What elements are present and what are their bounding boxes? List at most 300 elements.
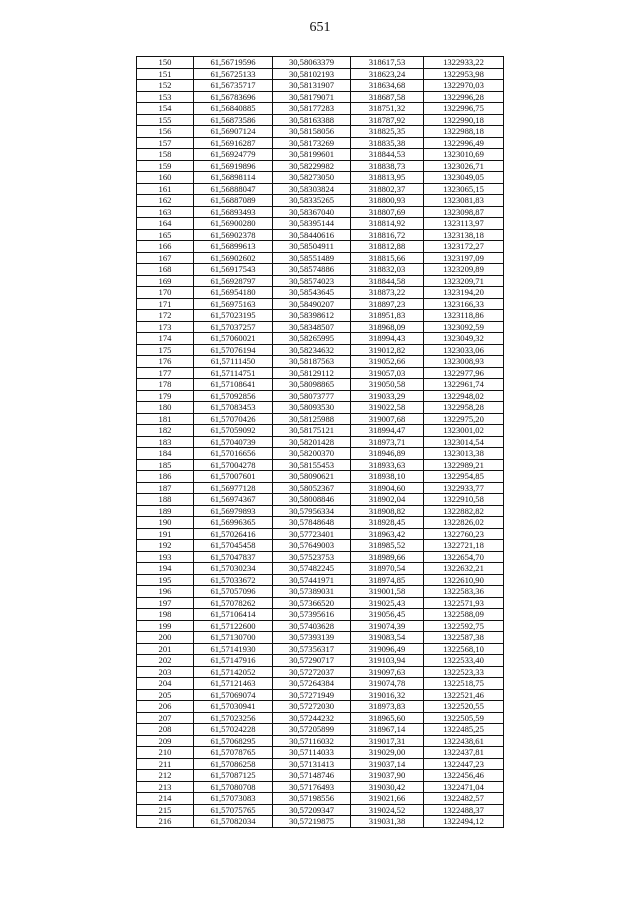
latitude-cell: 61,56725133 — [194, 68, 273, 80]
latitude-cell: 61,56783696 — [194, 91, 273, 103]
point-number-cell: 196 — [137, 586, 194, 598]
point-number-cell: 163 — [137, 206, 194, 218]
latitude-cell: 61,57068295 — [194, 735, 273, 747]
table-row — [137, 310, 504, 322]
latitude-cell: 61,56899613 — [194, 241, 273, 253]
longitude-cell: 30,57649003 — [273, 540, 351, 552]
latitude-cell: 61,57070426 — [194, 413, 273, 425]
y-coordinate-cell: 1322989,21 — [424, 459, 504, 471]
table-row — [137, 471, 504, 483]
point-number-cell: 164 — [137, 218, 194, 230]
y-coordinate-cell: 1323113,97 — [424, 218, 504, 230]
longitude-cell: 30,58173269 — [273, 137, 351, 149]
y-coordinate-cell: 1322760,23 — [424, 528, 504, 540]
longitude-cell: 30,57356317 — [273, 643, 351, 655]
point-number-cell: 160 — [137, 172, 194, 184]
y-coordinate-cell: 1322882,82 — [424, 505, 504, 517]
y-coordinate-cell: 1322438,61 — [424, 735, 504, 747]
table-row — [137, 425, 504, 437]
point-number-cell: 197 — [137, 597, 194, 609]
table-row — [137, 574, 504, 586]
latitude-cell: 61,57026416 — [194, 528, 273, 540]
longitude-cell: 30,57848648 — [273, 517, 351, 529]
point-number-cell: 152 — [137, 80, 194, 92]
y-coordinate-cell: 1323194,20 — [424, 287, 504, 299]
y-coordinate-cell: 1323049,05 — [424, 172, 504, 184]
table-row — [137, 758, 504, 770]
longitude-cell: 30,58543645 — [273, 287, 351, 299]
latitude-cell: 61,57142052 — [194, 666, 273, 678]
y-coordinate-cell: 1323014,54 — [424, 436, 504, 448]
table-row — [137, 275, 504, 287]
point-number-cell: 203 — [137, 666, 194, 678]
table-row — [137, 68, 504, 80]
x-coordinate-cell: 318902,04 — [351, 494, 424, 506]
latitude-cell: 61,57030234 — [194, 563, 273, 575]
latitude-cell: 61,57040739 — [194, 436, 273, 448]
latitude-cell: 61,56917543 — [194, 264, 273, 276]
y-coordinate-cell: 1322471,04 — [424, 781, 504, 793]
y-coordinate-cell: 1323008,93 — [424, 356, 504, 368]
latitude-cell: 61,57004278 — [194, 459, 273, 471]
point-number-cell: 155 — [137, 114, 194, 126]
point-number-cell: 189 — [137, 505, 194, 517]
y-coordinate-cell: 1322970,03 — [424, 80, 504, 92]
table-row — [137, 287, 504, 299]
point-number-cell: 194 — [137, 563, 194, 575]
x-coordinate-cell: 319024,52 — [351, 804, 424, 816]
y-coordinate-cell: 1322933,77 — [424, 482, 504, 494]
longitude-cell: 30,58158056 — [273, 126, 351, 138]
x-coordinate-cell: 319074,39 — [351, 620, 424, 632]
x-coordinate-cell: 319037,90 — [351, 770, 424, 782]
latitude-cell: 61,57060021 — [194, 333, 273, 345]
y-coordinate-cell: 1322568,10 — [424, 643, 504, 655]
x-coordinate-cell: 318844,58 — [351, 275, 424, 287]
table-row — [137, 620, 504, 632]
point-number-cell: 168 — [137, 264, 194, 276]
longitude-cell: 30,58398612 — [273, 310, 351, 322]
point-number-cell: 159 — [137, 160, 194, 172]
table-row — [137, 333, 504, 345]
longitude-cell: 30,58098865 — [273, 379, 351, 391]
longitude-cell: 30,58335265 — [273, 195, 351, 207]
table-row — [137, 701, 504, 713]
latitude-cell: 61,56873586 — [194, 114, 273, 126]
y-coordinate-cell: 1322488,37 — [424, 804, 504, 816]
table-row — [137, 804, 504, 816]
longitude-cell: 30,57395616 — [273, 609, 351, 621]
latitude-cell: 61,56907124 — [194, 126, 273, 138]
latitude-cell: 61,57037257 — [194, 321, 273, 333]
y-coordinate-cell: 1322826,02 — [424, 517, 504, 529]
point-number-cell: 199 — [137, 620, 194, 632]
x-coordinate-cell: 318951,83 — [351, 310, 424, 322]
y-coordinate-cell: 1323098,87 — [424, 206, 504, 218]
point-number-cell: 204 — [137, 678, 194, 690]
table-row — [137, 551, 504, 563]
y-coordinate-cell: 1322610,90 — [424, 574, 504, 586]
y-coordinate-cell: 1323065,15 — [424, 183, 504, 195]
point-number-cell: 183 — [137, 436, 194, 448]
x-coordinate-cell: 319012,82 — [351, 344, 424, 356]
y-coordinate-cell: 1322521,46 — [424, 689, 504, 701]
point-number-cell: 165 — [137, 229, 194, 241]
x-coordinate-cell: 319056,45 — [351, 609, 424, 621]
point-number-cell: 213 — [137, 781, 194, 793]
x-coordinate-cell: 319025,43 — [351, 597, 424, 609]
x-coordinate-cell: 318967,14 — [351, 724, 424, 736]
x-coordinate-cell: 319030,42 — [351, 781, 424, 793]
x-coordinate-cell: 318815,66 — [351, 252, 424, 264]
point-number-cell: 171 — [137, 298, 194, 310]
y-coordinate-cell: 1322583,36 — [424, 586, 504, 598]
latitude-cell: 61,57130700 — [194, 632, 273, 644]
x-coordinate-cell: 318994,43 — [351, 333, 424, 345]
x-coordinate-cell: 319016,32 — [351, 689, 424, 701]
y-coordinate-cell: 1322958,28 — [424, 402, 504, 414]
longitude-cell: 30,57148746 — [273, 770, 351, 782]
longitude-cell: 30,58063379 — [273, 57, 351, 69]
latitude-cell: 61,56924779 — [194, 149, 273, 161]
x-coordinate-cell: 318968,09 — [351, 321, 424, 333]
x-coordinate-cell: 318897,23 — [351, 298, 424, 310]
longitude-cell: 30,57723401 — [273, 528, 351, 540]
latitude-cell: 61,56900280 — [194, 218, 273, 230]
table-row — [137, 689, 504, 701]
point-number-cell: 161 — [137, 183, 194, 195]
x-coordinate-cell: 319001,58 — [351, 586, 424, 598]
x-coordinate-cell: 319097,63 — [351, 666, 424, 678]
table-row — [137, 172, 504, 184]
x-coordinate-cell: 318832,03 — [351, 264, 424, 276]
table-row — [137, 344, 504, 356]
longitude-cell: 30,57956334 — [273, 505, 351, 517]
longitude-cell: 30,58093530 — [273, 402, 351, 414]
table-row — [137, 103, 504, 115]
latitude-cell: 61,57076194 — [194, 344, 273, 356]
latitude-cell: 61,57007601 — [194, 471, 273, 483]
x-coordinate-cell: 318963,42 — [351, 528, 424, 540]
x-coordinate-cell: 319017,31 — [351, 735, 424, 747]
x-coordinate-cell: 319103,94 — [351, 655, 424, 667]
table-row — [137, 149, 504, 161]
latitude-cell: 61,57141930 — [194, 643, 273, 655]
latitude-cell: 61,57114751 — [194, 367, 273, 379]
x-coordinate-cell: 318825,35 — [351, 126, 424, 138]
y-coordinate-cell: 1322482,57 — [424, 793, 504, 805]
x-coordinate-cell: 319050,58 — [351, 379, 424, 391]
point-number-cell: 214 — [137, 793, 194, 805]
latitude-cell: 61,57069074 — [194, 689, 273, 701]
longitude-cell: 30,57244232 — [273, 712, 351, 724]
table-row — [137, 724, 504, 736]
y-coordinate-cell: 1322571,93 — [424, 597, 504, 609]
y-coordinate-cell: 1322518,75 — [424, 678, 504, 690]
table-row — [137, 517, 504, 529]
latitude-cell: 61,57047837 — [194, 551, 273, 563]
point-number-cell: 212 — [137, 770, 194, 782]
table-row — [137, 356, 504, 368]
latitude-cell: 61,56893493 — [194, 206, 273, 218]
latitude-cell: 61,56888047 — [194, 183, 273, 195]
table-row — [137, 781, 504, 793]
point-number-cell: 208 — [137, 724, 194, 736]
x-coordinate-cell: 318928,45 — [351, 517, 424, 529]
point-number-cell: 195 — [137, 574, 194, 586]
point-number-cell: 184 — [137, 448, 194, 460]
latitude-cell: 61,56902378 — [194, 229, 273, 241]
point-number-cell: 158 — [137, 149, 194, 161]
longitude-cell: 30,58367040 — [273, 206, 351, 218]
table-row — [137, 321, 504, 333]
y-coordinate-cell: 1323197,09 — [424, 252, 504, 264]
table-row — [137, 540, 504, 552]
y-coordinate-cell: 1323138,18 — [424, 229, 504, 241]
latitude-cell: 61,57080708 — [194, 781, 273, 793]
x-coordinate-cell: 318973,71 — [351, 436, 424, 448]
x-coordinate-cell: 319007,68 — [351, 413, 424, 425]
table-row — [137, 678, 504, 690]
point-number-cell: 175 — [137, 344, 194, 356]
x-coordinate-cell: 318835,38 — [351, 137, 424, 149]
point-number-cell: 198 — [137, 609, 194, 621]
longitude-cell: 30,57209347 — [273, 804, 351, 816]
y-coordinate-cell: 1322954,85 — [424, 471, 504, 483]
table-row — [137, 80, 504, 92]
y-coordinate-cell: 1322592,75 — [424, 620, 504, 632]
x-coordinate-cell: 318974,85 — [351, 574, 424, 586]
latitude-cell: 61,56902602 — [194, 252, 273, 264]
latitude-cell: 61,57023256 — [194, 712, 273, 724]
table-row — [137, 632, 504, 644]
y-coordinate-cell: 1323209,71 — [424, 275, 504, 287]
longitude-cell: 30,57389031 — [273, 586, 351, 598]
table-row — [137, 229, 504, 241]
latitude-cell: 61,57078765 — [194, 747, 273, 759]
x-coordinate-cell: 318623,24 — [351, 68, 424, 80]
y-coordinate-cell: 1322953,98 — [424, 68, 504, 80]
table-row — [137, 712, 504, 724]
latitude-cell: 61,56928797 — [194, 275, 273, 287]
table-row — [137, 126, 504, 138]
longitude-cell: 30,58440616 — [273, 229, 351, 241]
x-coordinate-cell: 319096,49 — [351, 643, 424, 655]
y-coordinate-cell: 1322961,74 — [424, 379, 504, 391]
point-number-cell: 180 — [137, 402, 194, 414]
y-coordinate-cell: 1322948,02 — [424, 390, 504, 402]
y-coordinate-cell: 1322456,46 — [424, 770, 504, 782]
longitude-cell: 30,58129112 — [273, 367, 351, 379]
latitude-cell: 61,57082034 — [194, 816, 273, 828]
table-row — [137, 402, 504, 414]
table-row — [137, 586, 504, 598]
y-coordinate-cell: 1322533,40 — [424, 655, 504, 667]
point-number-cell: 153 — [137, 91, 194, 103]
longitude-cell: 30,58163388 — [273, 114, 351, 126]
x-coordinate-cell: 318933,63 — [351, 459, 424, 471]
y-coordinate-cell: 1323026,71 — [424, 160, 504, 172]
point-number-cell: 181 — [137, 413, 194, 425]
x-coordinate-cell: 319033,29 — [351, 390, 424, 402]
point-number-cell: 186 — [137, 471, 194, 483]
x-coordinate-cell: 319052,66 — [351, 356, 424, 368]
y-coordinate-cell: 1323001,02 — [424, 425, 504, 437]
y-coordinate-cell: 1322485,25 — [424, 724, 504, 736]
point-number-cell: 200 — [137, 632, 194, 644]
y-coordinate-cell: 1322654,70 — [424, 551, 504, 563]
longitude-cell: 30,57290717 — [273, 655, 351, 667]
point-number-cell: 185 — [137, 459, 194, 471]
latitude-cell: 61,57108641 — [194, 379, 273, 391]
table-row — [137, 609, 504, 621]
y-coordinate-cell: 1323172,27 — [424, 241, 504, 253]
point-number-cell: 178 — [137, 379, 194, 391]
latitude-cell: 61,57111450 — [194, 356, 273, 368]
table-row — [137, 735, 504, 747]
y-coordinate-cell: 1323118,86 — [424, 310, 504, 322]
longitude-cell: 30,57272030 — [273, 701, 351, 713]
longitude-cell: 30,57116032 — [273, 735, 351, 747]
point-number-cell: 188 — [137, 494, 194, 506]
y-coordinate-cell: 1322494,12 — [424, 816, 504, 828]
table-row — [137, 563, 504, 575]
latitude-cell: 61,57016656 — [194, 448, 273, 460]
longitude-cell: 30,58574886 — [273, 264, 351, 276]
x-coordinate-cell: 319037,14 — [351, 758, 424, 770]
point-number-cell: 206 — [137, 701, 194, 713]
table-row — [137, 770, 504, 782]
point-number-cell: 179 — [137, 390, 194, 402]
table-row — [137, 448, 504, 460]
point-number-cell: 172 — [137, 310, 194, 322]
y-coordinate-cell: 1323092,59 — [424, 321, 504, 333]
latitude-cell: 61,56898114 — [194, 172, 273, 184]
table-row — [137, 643, 504, 655]
table-row — [137, 114, 504, 126]
y-coordinate-cell: 1323081,83 — [424, 195, 504, 207]
latitude-cell: 61,57106414 — [194, 609, 273, 621]
x-coordinate-cell: 318813,95 — [351, 172, 424, 184]
y-coordinate-cell: 1322587,38 — [424, 632, 504, 644]
y-coordinate-cell: 1322910,58 — [424, 494, 504, 506]
latitude-cell: 61,57083453 — [194, 402, 273, 414]
longitude-cell: 30,58265995 — [273, 333, 351, 345]
latitude-cell: 61,56974367 — [194, 494, 273, 506]
longitude-cell: 30,58008846 — [273, 494, 351, 506]
x-coordinate-cell: 318814,92 — [351, 218, 424, 230]
longitude-cell: 30,58052367 — [273, 482, 351, 494]
latitude-cell: 61,56954180 — [194, 287, 273, 299]
point-number-cell: 151 — [137, 68, 194, 80]
latitude-cell: 61,57057096 — [194, 586, 273, 598]
longitude-cell: 30,57272037 — [273, 666, 351, 678]
y-coordinate-cell: 1322977,96 — [424, 367, 504, 379]
longitude-cell: 30,57198556 — [273, 793, 351, 805]
longitude-cell: 30,57271949 — [273, 689, 351, 701]
table-row — [137, 747, 504, 759]
table-row — [137, 482, 504, 494]
y-coordinate-cell: 1322447,23 — [424, 758, 504, 770]
longitude-cell: 30,57393139 — [273, 632, 351, 644]
point-number-cell: 211 — [137, 758, 194, 770]
longitude-cell: 30,57219875 — [273, 816, 351, 828]
coordinates-table-body — [137, 57, 504, 828]
x-coordinate-cell: 319083,54 — [351, 632, 424, 644]
x-coordinate-cell: 318973,83 — [351, 701, 424, 713]
table-row — [137, 195, 504, 207]
longitude-cell: 30,57482245 — [273, 563, 351, 575]
x-coordinate-cell: 318838,73 — [351, 160, 424, 172]
longitude-cell: 30,58504911 — [273, 241, 351, 253]
table-row — [137, 183, 504, 195]
longitude-cell: 30,58175121 — [273, 425, 351, 437]
x-coordinate-cell: 318787,92 — [351, 114, 424, 126]
table-row — [137, 505, 504, 517]
coordinates-table — [136, 56, 504, 828]
point-number-cell: 187 — [137, 482, 194, 494]
point-number-cell: 170 — [137, 287, 194, 299]
table-row — [137, 57, 504, 69]
longitude-cell: 30,58303824 — [273, 183, 351, 195]
point-number-cell: 167 — [137, 252, 194, 264]
x-coordinate-cell: 318751,32 — [351, 103, 424, 115]
point-number-cell: 192 — [137, 540, 194, 552]
latitude-cell: 61,57122600 — [194, 620, 273, 632]
point-number-cell: 157 — [137, 137, 194, 149]
y-coordinate-cell: 1323166,33 — [424, 298, 504, 310]
point-number-cell: 174 — [137, 333, 194, 345]
latitude-cell: 61,57024228 — [194, 724, 273, 736]
point-number-cell: 216 — [137, 816, 194, 828]
table-row — [137, 816, 504, 828]
longitude-cell: 30,58090621 — [273, 471, 351, 483]
y-coordinate-cell: 1322990,18 — [424, 114, 504, 126]
longitude-cell: 30,57176493 — [273, 781, 351, 793]
longitude-cell: 30,57264384 — [273, 678, 351, 690]
longitude-cell: 30,58187563 — [273, 356, 351, 368]
table-row — [137, 298, 504, 310]
x-coordinate-cell: 318812,88 — [351, 241, 424, 253]
x-coordinate-cell: 318989,66 — [351, 551, 424, 563]
table-row — [137, 160, 504, 172]
y-coordinate-cell: 1322520,55 — [424, 701, 504, 713]
latitude-cell: 61,57033672 — [194, 574, 273, 586]
point-number-cell: 193 — [137, 551, 194, 563]
latitude-cell: 61,57023195 — [194, 310, 273, 322]
longitude-cell: 30,58102193 — [273, 68, 351, 80]
y-coordinate-cell: 1323209,89 — [424, 264, 504, 276]
table-row — [137, 793, 504, 805]
table-row — [137, 252, 504, 264]
point-number-cell: 210 — [137, 747, 194, 759]
latitude-cell: 61,57059092 — [194, 425, 273, 437]
x-coordinate-cell: 319021,66 — [351, 793, 424, 805]
point-number-cell: 177 — [137, 367, 194, 379]
longitude-cell: 30,58273050 — [273, 172, 351, 184]
longitude-cell: 30,58490207 — [273, 298, 351, 310]
longitude-cell: 30,58551489 — [273, 252, 351, 264]
longitude-cell: 30,58348507 — [273, 321, 351, 333]
point-number-cell: 215 — [137, 804, 194, 816]
longitude-cell: 30,57114033 — [273, 747, 351, 759]
latitude-cell: 61,57147916 — [194, 655, 273, 667]
x-coordinate-cell: 318908,82 — [351, 505, 424, 517]
table-row — [137, 528, 504, 540]
x-coordinate-cell: 318802,37 — [351, 183, 424, 195]
longitude-cell: 30,58179071 — [273, 91, 351, 103]
y-coordinate-cell: 1323013,38 — [424, 448, 504, 460]
